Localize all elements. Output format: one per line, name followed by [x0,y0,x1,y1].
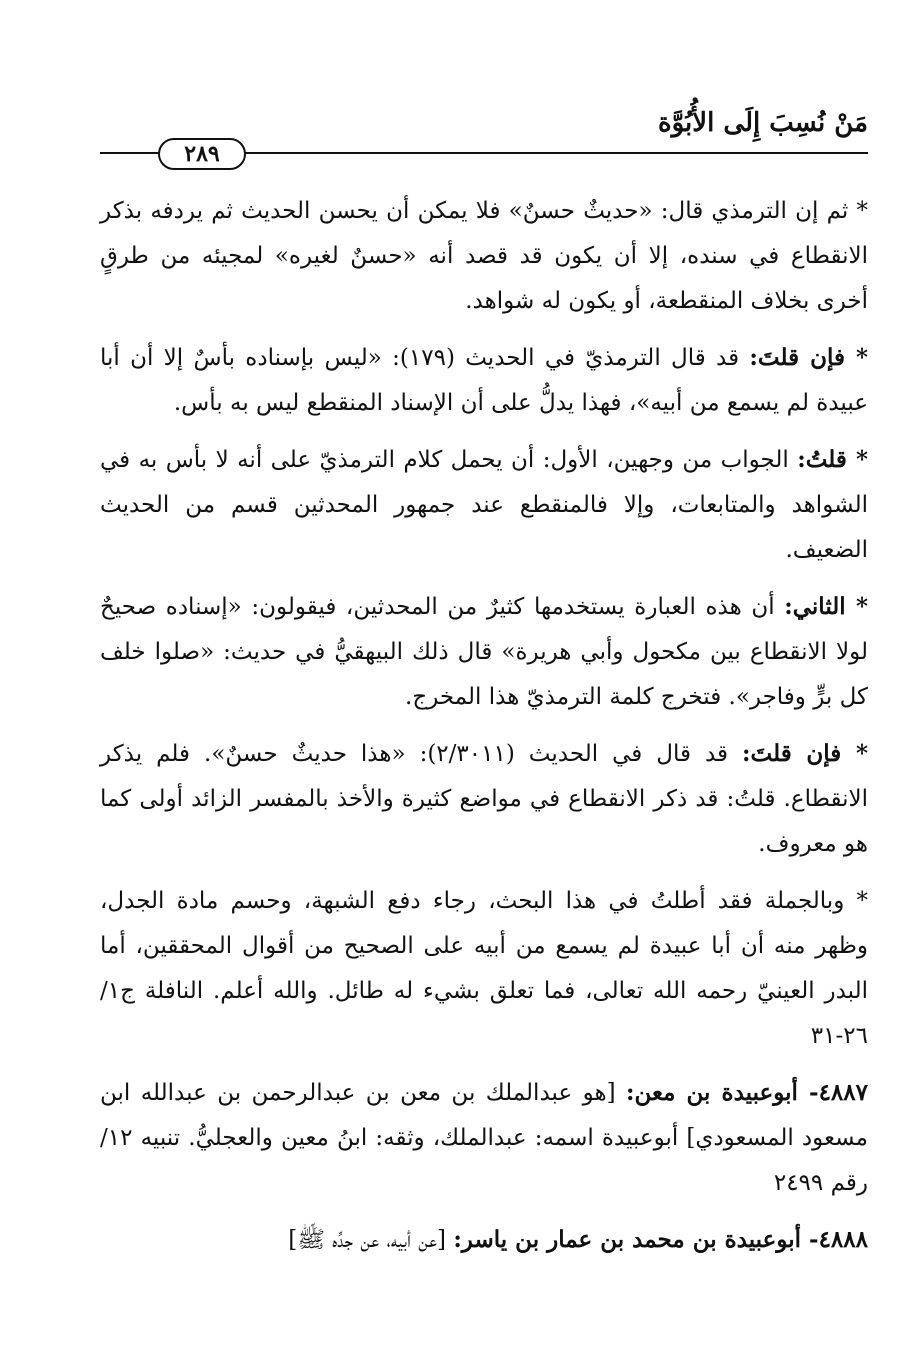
entry-4887 [100,1070,868,1206]
entry-heading: ٤٨٨٧- أبوعبيدة بن معن: [625,1079,868,1106]
paragraph-lead: * فإن قلتَ: [749,344,868,371]
paragraph-text: قد قال الترمذيّ في الحديث (١٧٩): «ليس بإسناده بأسٌ إلا أن أبا عبيدة لم يسمع من أبيه»، فهذا يدلُّ على أن الإسناد المنقطع ليس به بأس. [100,345,868,416]
paragraph-text: * وبالجملة فقد أطلتُ في هذا البحث، رجاء دفع الشبهة، وحسم مادة الجدل، وظهر منه أن أبا عبيدة لم يسمع من أبيه على الصحيح من أقوال المحققين، أما البدر العينيّ رحمه الله تعالى، فما تعلق بشيء له طائل. والله أعلم. النافلة ج١/ ٢٦-٣١ [100,888,868,1049]
paragraph-1 [100,188,868,324]
paragraph-lead: * قلتُ: [797,446,869,473]
paragraph-4 [100,584,868,720]
paragraph-text: الجواب من وجهين، الأول: أن يحمل كلام الترمذيّ على أنه لا بأس به في الشواهد والمتابعات، وإلا فالمنقطع عند جمهور المحدثين قسم من الحديث الضعيف. [100,447,868,563]
paragraph-lead: * فإن قلتَ: [742,740,869,767]
paragraph-text: * ثم إن الترمذي قال: «حديثٌ حسنٌ» فلا يمكن أن يحسن الحديث ثم يردفه بذكر الانقطاع في سنده، إلا أن يكون قد قصد أنه «حسنٌ لغيره» لمجيئه من طرقٍ أخرى بخلاف المنقطعة، أو يكون له شواهد. [100,198,868,314]
entry-4888 [100,1217,868,1263]
entry-heading: ٤٨٨٨- أبوعبيدة بن محمد بن عمار بن ياسر: [453,1226,868,1253]
paragraph-6 [100,878,868,1059]
paragraph-2 [100,335,868,426]
paragraph-lead: * الثاني: [784,593,868,620]
page-number: ٢٨٩ [158,138,246,170]
page-body [100,188,868,1274]
paragraph-5 [100,731,868,867]
paragraph-text: قد قال في الحديث (٢/٣٠١١): «هذا حديثٌ حسنٌ». فلم يذكر الانقطاع. قلتُ: قد ذكر الانقطاع في مواضع كثيرة والأخذ بالمفسر الزائد أولى كما هو معروف. [100,741,868,857]
paragraph-3 [100,437,868,573]
paragraph-text: أن هذه العبارة يستخدمها كثيرٌ من المحدثين، فيقولون: «إسناده صحيحٌ لولا الانقطاع بين مكحول وأبي هريرة» قال ذلك البيهقيُّ في حديث: «صلوا خلف كل برٍّ وفاجر». فتخرج كلمة الترمذيّ هذا المخرج. [100,594,868,710]
entry-text: [عن أبيه، عن جدِّه ﷺ] [288,1227,454,1253]
running-title: مَنْ نُسِبَ إِلَى الأُبُوَّة [658,108,868,138]
entry-text: [هو عبدالملك بن معن بن عبدالرحمن بن عبدالله ابن مسعود المسعودي] أبوعبيدة اسمه: عبدالملك، وثقه: ابنُ معين والعجليُّ. تنبيه ١٢/ رقم ٢٤٩٩ [100,1080,868,1196]
